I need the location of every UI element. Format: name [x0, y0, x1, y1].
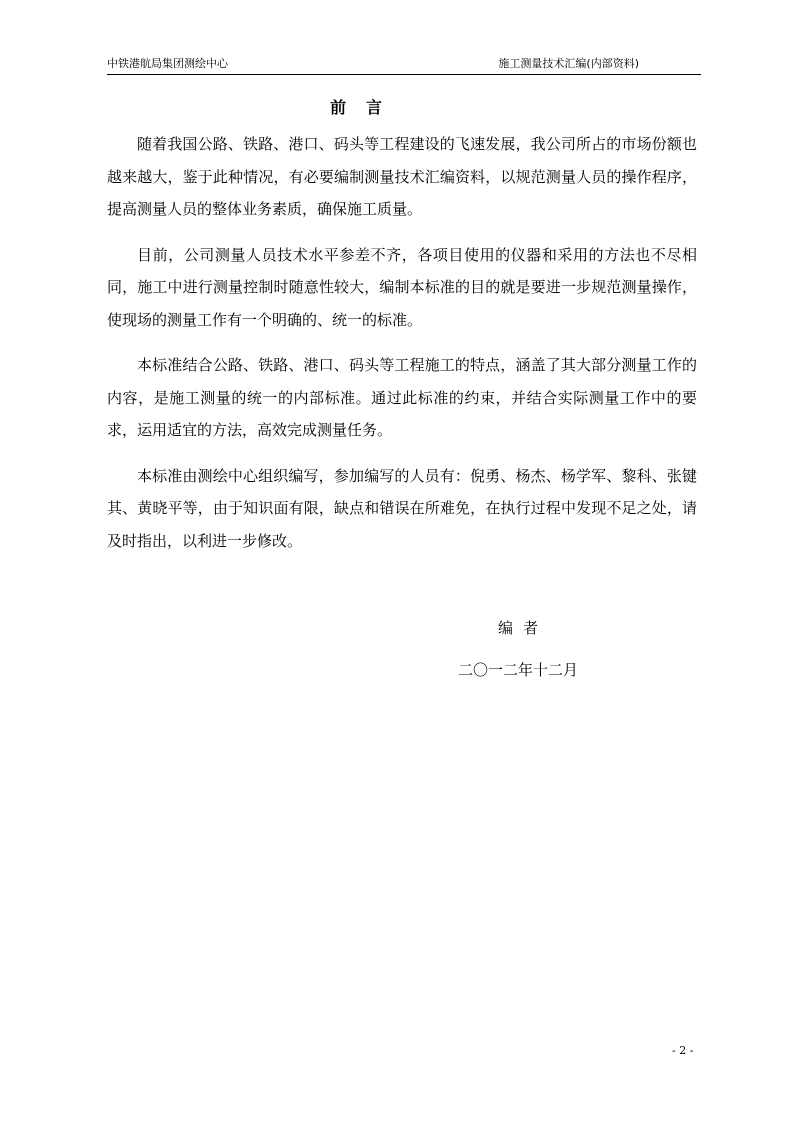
page-number: - 2 -	[672, 1044, 694, 1057]
paragraph-3: 本标准结合公路、铁路、港口、码头等工程施工的特点，涵盖了其大部分测量工作的内容，是施工测量的统一的内部标准。通过此标准的约束，并结合实际测量工作中的要求，运用适宜的方法，高效完成测量任务。	[107, 356, 697, 439]
header-document-title: 施工测量技术汇编(内部资料)	[498, 57, 639, 70]
paragraph-4: 本标准由测绘中心组织编写，参加编写的人员有：倪勇、杨杰、杨学军、黎科、张键其、黄晓平等，由于知识面有限，缺点和错误在所难免，在执行过程中发现不足之处，请及时指出，以利进一步修改。	[107, 466, 697, 550]
signature-date: 二〇一二年十二月	[458, 661, 579, 679]
signature-author: 编者	[498, 619, 549, 637]
paragraph-2: 目前，公司测量人员技术水平参差不齐，各项目使用的仪器和采用的方法也不尽相同，施工中进行测量控制时随意性较大，编制本标准的目的就是要进一步规范测量操作，使现场的测量工作有一个明确的、统一的标准。	[107, 245, 697, 329]
page-header	[107, 56, 701, 75]
preface-title: 前言	[329, 98, 402, 117]
header-organization: 中铁港航局集团测绘中心	[107, 57, 228, 70]
paragraph-1: 随着我国公路、铁路、港口、码头等工程建设的飞速发展，我公司所占的市场份额也越来越大，鉴于此种情况，有必要编制测量技术汇编资料，以规范测量人员的操作程序，提高测量人员的整体业务素质，确保施工质量。	[107, 135, 697, 218]
preface-body	[107, 128, 697, 570]
